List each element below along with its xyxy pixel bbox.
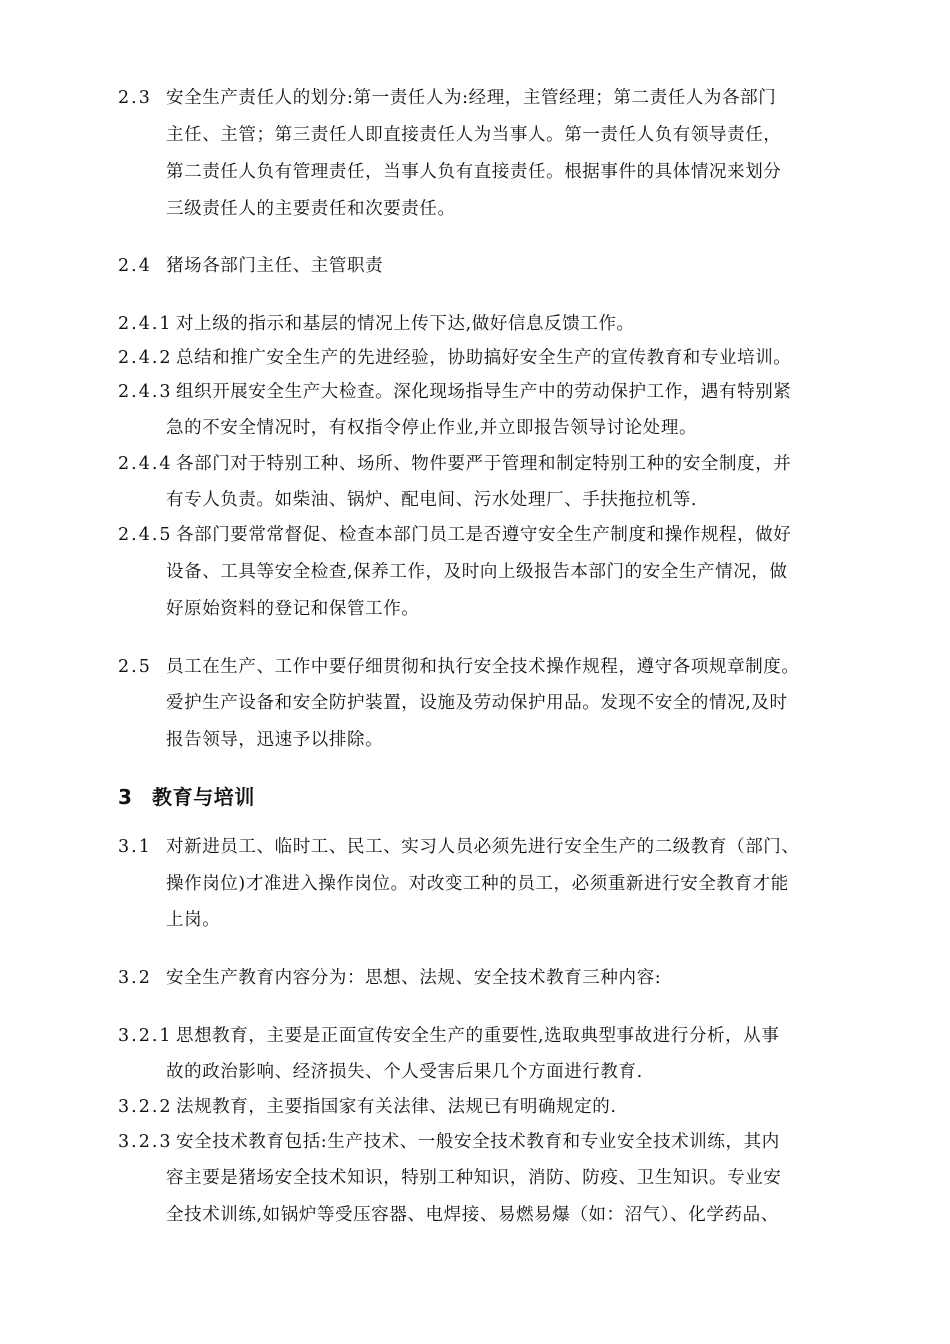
clause-text-line: 员工在生产、工作中要仔细贯彻和执行安全技术操作规程，遵守各项规章制度。 xyxy=(166,657,800,677)
clause-number: 2.4.2 xyxy=(118,348,173,368)
clause-text-line: 急的不安全情况时，有权指令停止作业,并立即报告领导讨论处理。 xyxy=(166,418,698,438)
clause-number: 3.2 xyxy=(118,968,152,988)
clause-text-line: 第二责任人负有管理责任，当事人负有直接责任。根据事件的具体情况来划分 xyxy=(166,162,782,182)
clause-text-line: 主任、主管；第三责任人即直接责任人为当事人。第一责任人负有领导责任， xyxy=(166,125,782,145)
clause-text-line: 好原始资料的登记和保管工作。 xyxy=(166,599,420,619)
clause-number: 3.2.1 xyxy=(118,1026,173,1046)
clause-text-line: 爱护生产设备和安全防护装置，设施及劳动保护用品。发现不安全的情况,及时 xyxy=(166,693,788,713)
clause-text-line: 安全生产责任人的划分:第一责任人为:经理，主管经理；第二责任人为各部门 xyxy=(166,88,777,108)
clause-number: 2.4.5 xyxy=(118,525,173,545)
clause-text-line: 对上级的指示和基层的情况上传下达,做好信息反馈工作。 xyxy=(176,314,635,334)
clause-text-line: 总结和推广安全生产的先进经验，协助搞好安全生产的宣传教育和专业培训。 xyxy=(176,348,792,368)
clause-text-line: 有专人负责。如柴油、锅炉、配电间、污水处理厂、手扶拖拉机等. xyxy=(166,490,698,510)
clause-number: 2.3 xyxy=(118,88,152,108)
clause-text-line: 各部门要常常督促、检查本部门员工是否遵守安全生产制度和操作规程，做好 xyxy=(176,525,792,545)
clause-text-line: 组织开展安全生产大检查。深化现场指导生产中的劳动保护工作，遇有特别紧 xyxy=(176,382,792,402)
clause-text-line: 上岗。 xyxy=(166,910,221,930)
clause-text-line: 三级责任人的主要责任和次要责任。 xyxy=(166,199,456,219)
clause-text-line: 猪场各部门主任、主管职责 xyxy=(166,256,384,276)
clause-number: 2.4.1 xyxy=(118,314,173,334)
section-heading-number: 3 xyxy=(118,785,133,809)
clause-text-line: 设备、工具等安全检查,保养工作，及时向上级报告本部门的安全生产情况，做 xyxy=(166,562,788,582)
clause-text-line: 容主要是猪场安全技术知识，特别工种知识，消防、防疫、卫生知识。专业安 xyxy=(166,1168,782,1188)
clause-text-line: 各部门对于特别工种、场所、物件要严于管理和制定特别工种的安全制度，并 xyxy=(176,454,792,474)
clause-number: 3.1 xyxy=(118,837,152,857)
clause-text-line: 报告领导，迅速予以排除。 xyxy=(166,730,384,750)
clause-number: 2.4 xyxy=(118,256,152,276)
clause-number: 2.5 xyxy=(118,657,152,677)
clause-text-line: 全技术训练,如锅炉等受压容器、电焊接、易燃易爆（如：沼气）、化学药品、 xyxy=(166,1205,779,1225)
clause-text-line: 思想教育，主要是正面宣传安全生产的重要性,选取典型事故进行分析，从事 xyxy=(176,1026,780,1046)
clause-text-line: 操作岗位)才准进入操作岗位。对改变工种的员工，必须重新进行安全教育才能 xyxy=(166,874,789,894)
clause-number: 2.4.3 xyxy=(118,382,173,402)
section-heading-title: 教育与培训 xyxy=(152,785,255,809)
clause-text-line: 安全技术教育包括:生产技术、一般安全技术教育和专业安全技术训练，其内 xyxy=(176,1132,780,1152)
clause-number: 3.2.3 xyxy=(118,1132,173,1152)
clause-text-line: 安全生产教育内容分为：思想、法规、安全技术教育三种内容: xyxy=(166,968,662,988)
clause-number: 3.2.2 xyxy=(118,1097,173,1117)
clause-text-line: 法规教育，主要指国家有关法律、法规已有明确规定的. xyxy=(176,1097,617,1117)
clause-text-line: 故的政治影响、经济损失、个人受害后果几个方面进行教育. xyxy=(166,1062,643,1082)
clause-text-line: 对新进员工、临时工、民工、实习人员必须先进行安全生产的二级教育（部门、 xyxy=(166,837,800,857)
clause-number: 2.4.4 xyxy=(118,454,173,474)
